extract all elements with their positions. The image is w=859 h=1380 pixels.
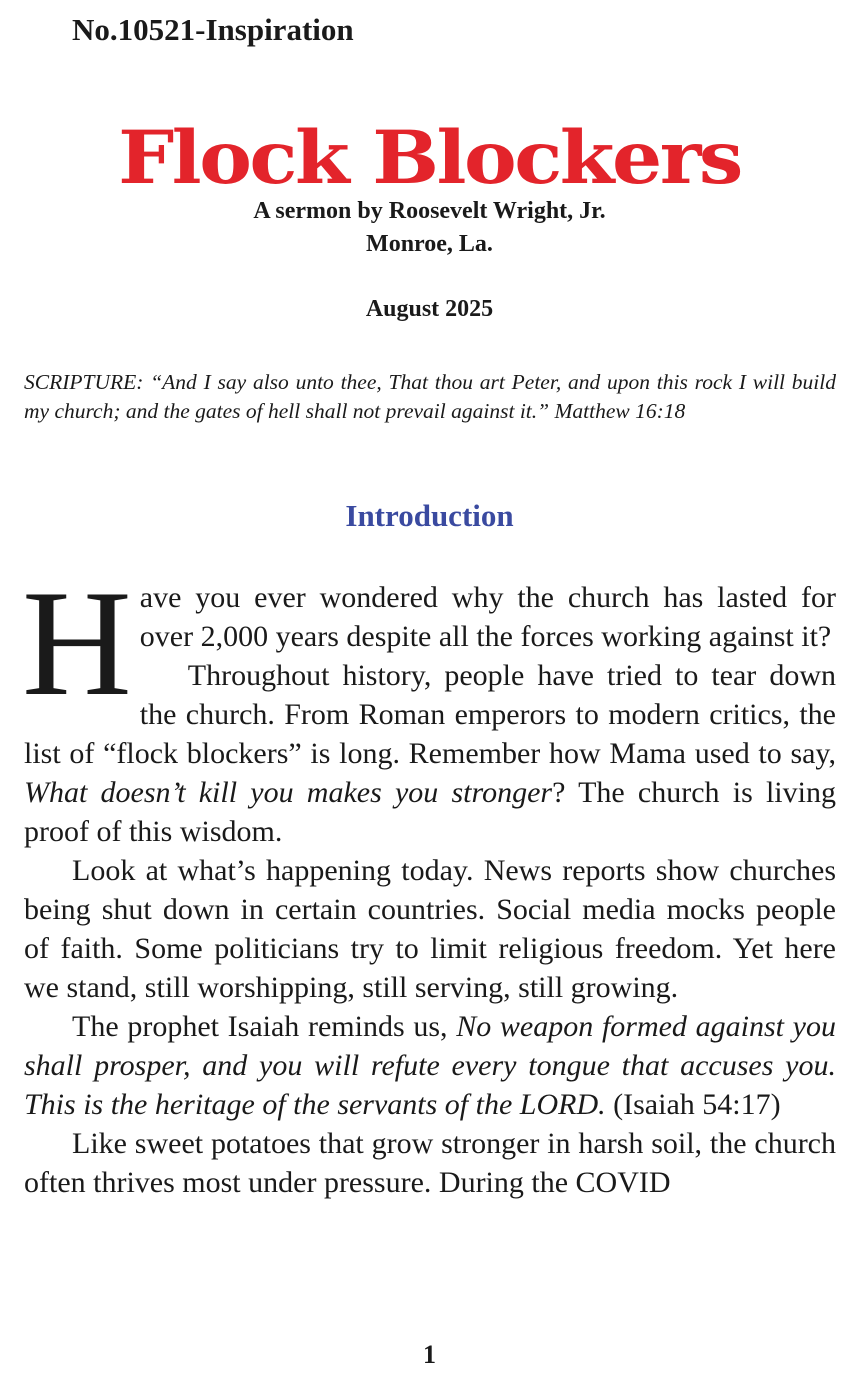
- body-text: [22, 559, 836, 1202]
- paragraph-text: Look at what’s happening today. News reports show churches being shut down in certain countries. Social media mocks people of faith. Some politicians try to limit religious freedom. Yet here we stand, still worshipping, still serving, still growing.: [24, 854, 836, 1004]
- byline: A sermon by Roosevelt Wright, Jr.: [253, 198, 606, 224]
- italic-quote: No weapon formed against you shall prosper, and you will refute every tongue that accuses you. This is the heritage of the servants of the LORD.: [24, 1010, 836, 1121]
- scripture-quote: SCRIPTURE: “And I say also unto thee, That thou art Peter, and upon this rock I will build my church; and the gates of hell shall not prevail against it.” Matthew 16:18: [24, 370, 836, 423]
- paragraph-text: Like sweet potatoes that grow stronger in harsh soil, the church often thrives most under pressure. During the COVID: [24, 1127, 836, 1199]
- paragraph-text: (Isaiah 54:17): [605, 1088, 781, 1121]
- date: August 2025: [365, 296, 494, 322]
- paragraph-text: The prophet Isaiah reminds us,: [72, 1010, 457, 1043]
- location: Monroe, La.: [366, 231, 493, 257]
- drop-cap: H: [22, 559, 132, 727]
- paragraph-text: ? The church is living proof of this wisdom.: [24, 776, 836, 848]
- paragraph-text: ave you ever wondered why the church has lasted for over 2,000 years despite all the forces working against it?: [139, 581, 836, 653]
- italic-quote: What doesn’t kill you makes you stronger: [24, 776, 553, 809]
- section-heading: Introduction: [345, 498, 514, 533]
- paragraph: [24, 656, 836, 851]
- paragraph: [24, 1007, 836, 1124]
- document-id: No.10521-Inspiration: [72, 12, 354, 47]
- paragraph-text: Throughout history, people have tried to tear down the church. From Roman emperors to modern critics, the list of “flock blockers” is long. Remember how Mama used to say,: [24, 659, 836, 770]
- paragraph: [24, 1124, 836, 1202]
- sermon-title: Flock Blockers: [118, 114, 741, 201]
- paragraph: [24, 851, 836, 1007]
- page-number: 1: [423, 1340, 436, 1369]
